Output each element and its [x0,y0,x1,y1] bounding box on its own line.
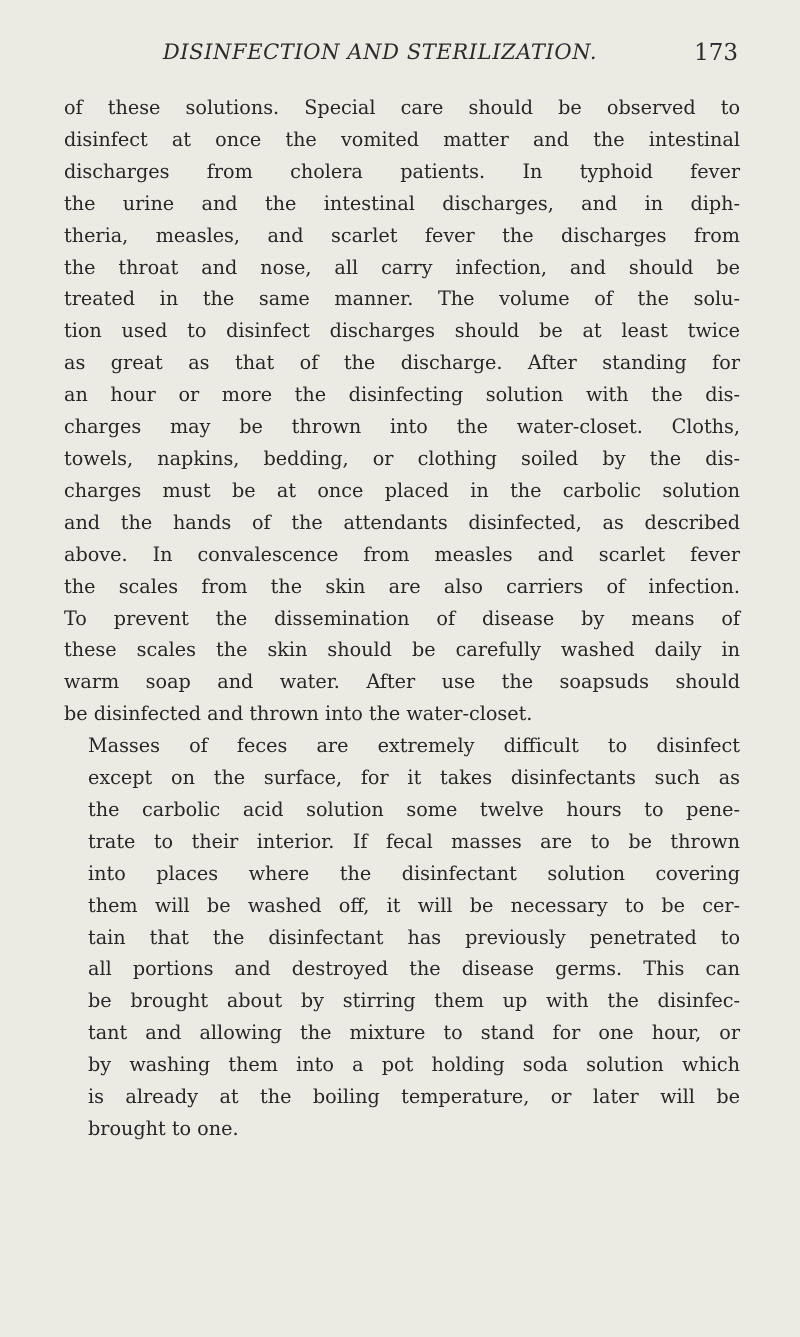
text-line: the throat and nose, all carry infection, and should be [64,255,740,279]
text-line: the urine and the intestinal discharges, and in diph- [64,191,740,215]
text-line: trate to their interior. If fecal masses are to be thrown [88,829,740,853]
text-line: be brought about by stirring them up with the disinfec- [88,989,740,1013]
text-line: as great as that of the discharge. After standing for [64,351,740,375]
text-line: tant and allowing the mixture to stand for one hour, or [88,1021,740,1045]
text-line: of these solutions. Special care should be observed to [64,96,740,119]
text-line: and the hands of the attendants disinfected, as described [64,510,740,534]
text-line: To prevent the dissemination of disease by means of [64,606,740,630]
text-line: towels, napkins, bedding, or clothing soiled by the dis- [64,446,740,470]
text-line: them will be washed off, it will be necessary to be cer- [88,893,740,917]
text-line: the scales from the skin are also carriers of infection. [64,574,740,598]
text-line: tion used to disinfect discharges should be at least twice [64,319,740,343]
text-line: discharges from cholera patients. In typhoid fever [64,159,740,183]
text-line: treated in the same manner. The volume of the solu- [64,287,740,311]
text-line: by washing them into a pot holding soda solution which [88,1053,740,1077]
running-title: DISINFECTION AND STERILIZATION. [162,40,598,64]
text-line: theria, measles, and scarlet fever the discharges from [64,223,740,247]
page-header [0,40,800,80]
text-line: tain that the disinfectant has previously penetrated to [88,925,740,949]
page-number: 173 [694,40,738,66]
text-line: brought to one. [88,1117,239,1140]
text-line: be disinfected and thrown into the water-closet. [64,702,533,726]
text-line: the carbolic acid solution some twelve hours to pene- [88,797,740,821]
text-line: is already at the boiling temperature, or later will be [88,1085,740,1109]
paragraph-1 [64,92,740,730]
text-line: charges may be thrown into the water-closet. Cloths, [64,415,740,439]
paragraph-2 [64,730,740,1145]
text-line: warm soap and water. After use the soapsuds should [64,670,740,694]
text-line: all portions and destroyed the disease germs. This can [88,957,740,981]
text-line: except on the surface, for it takes disinfectants such as [88,766,740,790]
body-text [64,92,740,1145]
text-line: charges must be at once placed in the carbolic solution [64,478,740,502]
text-line: an hour or more the disinfecting solution with the dis- [64,383,740,407]
text-line: these scales the skin should be carefully washed daily in [64,638,740,662]
text-line: into places where the disinfectant solution covering [88,861,740,885]
text-line: disinfect at once the vomited matter and the intestinal [64,127,740,151]
text-line: above. In convalescence from measles and scarlet fever [64,542,740,566]
text-line: Masses of feces are extremely difficult to disinfect [88,734,740,758]
